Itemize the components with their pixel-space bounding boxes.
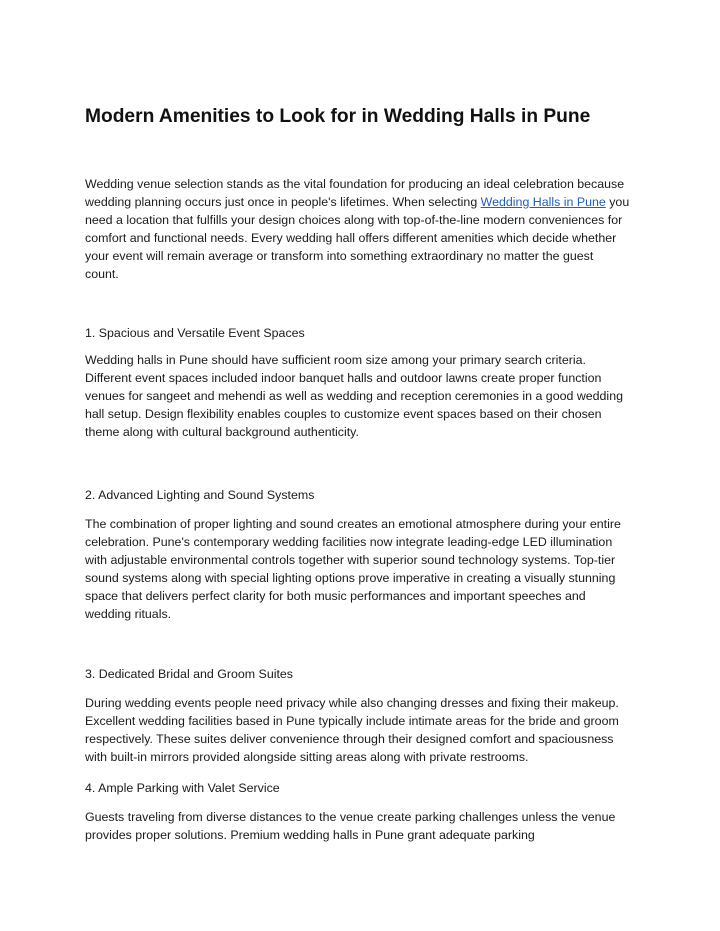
intro-text-after-link: you need a location that fulfills your design choices along with top-of-the-line modern conveniences for comfort and functional needs. Every wedding hall offers different amenities which decide whether your event will remain average or transform into something extraordinary no matter the guest count. bbox=[85, 195, 630, 281]
intro-text-before-link: Wedding venue selection stands as the vital foundation for producing an ideal celebration because wedding planning occurs just once in people's lifetimes. When selecting bbox=[85, 177, 625, 209]
intro-paragraph bbox=[85, 175, 630, 283]
section-heading-lighting-sound: 2. Advanced Lighting and Sound Systems bbox=[85, 488, 315, 502]
section-body-lighting-sound: The combination of proper lighting and sound creates an emotional atmosphere during your entire celebration. Pune's contemporary wedding facilities now integrate leading-edge LED illumination with adjustable environmental controls together with superior sound technology systems. Top-tier sound systems along with special lighting options prove imperative in creating a visually stunning space that delivers perfect clarity for both music performances and important speeches and wedding rituals. bbox=[85, 517, 621, 621]
section-heading-parking: 4. Ample Parking with Valet Service bbox=[85, 781, 280, 795]
section-heading-bridal-suites: 3. Dedicated Bridal and Groom Suites bbox=[85, 667, 293, 681]
document-title: Modern Amenities to Look for in Wedding Halls in Pune bbox=[85, 106, 591, 127]
section-body-bridal-suites: During wedding events people need privacy while also changing dresses and fixing their makeup. Excellent wedding facilities based in Pune typically include intimate areas for the bride and groom respectively. These suites deliver convenience through their designed comfort and spaciousness with built-in mirrors provided alongside sitting areas along with private restrooms. bbox=[85, 696, 619, 764]
section-body-spacious-spaces: Wedding halls in Pune should have sufficient room size among your primary search criteria. Different event spaces included indoor banquet halls and outdoor lawns create proper function venues for sangeet and mehendi as well as wedding and reception ceremonies in a good wedding hall setup. Design flexibility enables couples to customize event spaces based on their chosen theme along with cultural background authenticity. bbox=[85, 353, 623, 439]
section-heading-spacious-spaces: 1. Spacious and Versatile Event Spaces bbox=[85, 326, 305, 340]
section-body-parking: Guests traveling from diverse distances to the venue create parking challenges unless the venue provides proper solutions. Premium wedding halls in Pune grant adequate parking bbox=[85, 810, 616, 842]
wedding-halls-link[interactable]: Wedding Halls in Pune bbox=[480, 195, 606, 209]
